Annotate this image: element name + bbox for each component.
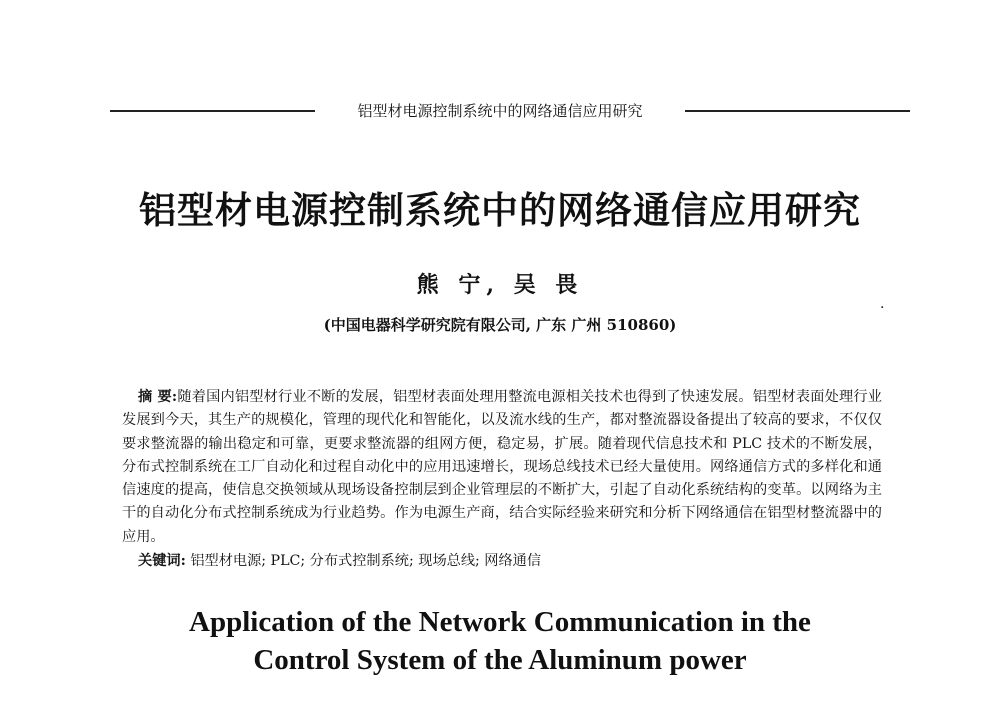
header-rule-right — [685, 110, 910, 112]
running-header — [110, 98, 910, 122]
english-title-line2: Control System of the Aluminum power — [253, 644, 747, 676]
abstract — [122, 386, 882, 549]
abstract-label: 摘 要: — [138, 389, 178, 405]
affiliation: (中国电器科学研究院有限公司, 广东 广州 510860) — [323, 316, 677, 334]
keywords-label: 关键词: — [138, 553, 186, 569]
paper-title: 铝型材电源控制系统中的网络通信应用研究 — [139, 188, 861, 232]
keywords-text: 铝型材电源; PLC; 分布式控制系统; 现场总线; 网络通信 — [190, 553, 542, 569]
english-title — [0, 603, 1000, 679]
keywords — [138, 550, 541, 570]
authors: 熊 宁, 吴 畏 — [416, 272, 584, 298]
scan-mark: · — [880, 300, 885, 316]
english-title-line1: Application of the Network Communication in the — [189, 606, 811, 638]
running-header-text: 铝型材电源控制系统中的网络通信应用研究 — [357, 102, 643, 120]
abstract-text: 随着国内铝型材行业不断的发展，铝型材表面处理用整流电源相关技术也得到了快速发展。铝型材表面处理行业发展到今天，其生产的规模化，管理的现代化和智能化，以及流水线的生产，都对整流器设备提出了较高的要求，不仅仅要求整流器的输出稳定和可靠，更要求整流器的组网方便，稳定易，扩展。随着现代信息技术和 PLC 技术的不断发展，分布式控制系统在工厂自动化和过程自动化中的应用迅速增长，现场总线技术已经大量使用。网络通信方式的多样化和通信速度的提高，使信息交换领域从现场设备控制层到企业管理层的不断扩大，引起了自动化系统结构的变革。以网络为主干的自动化分布式控制系统成为行业趋势。作为电源生产商，结合实际经验来研究和分析下网络通信在铝型材整流器中的应用。 — [122, 389, 882, 545]
header-rule-left — [110, 110, 315, 112]
